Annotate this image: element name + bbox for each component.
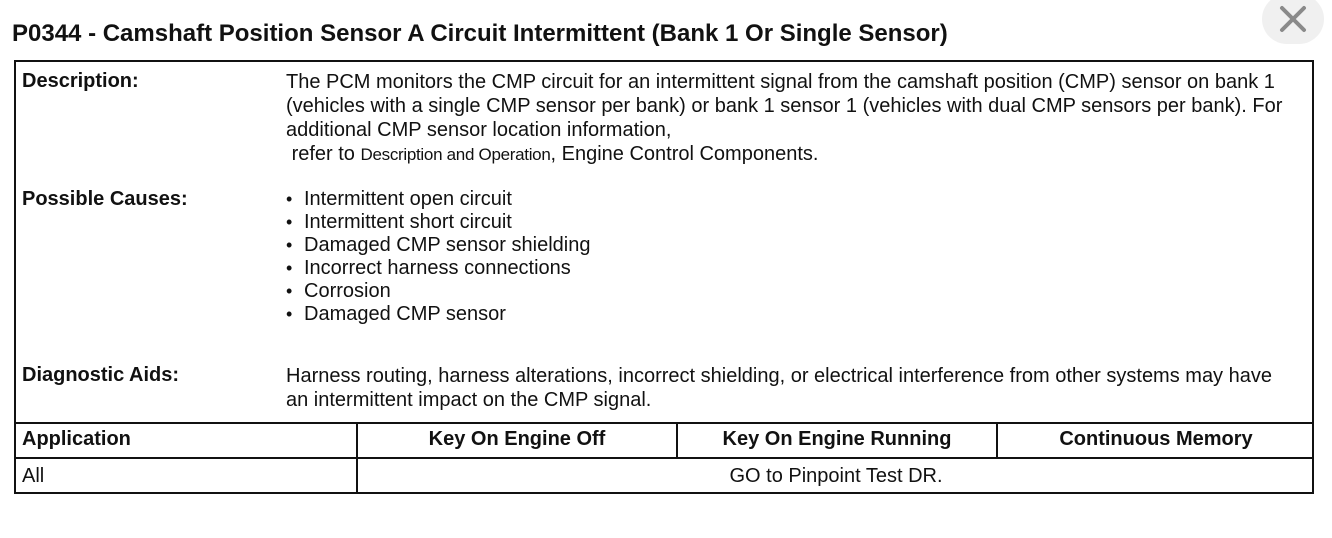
diagnostic-aids-label: Diagnostic Aids:: [22, 364, 180, 386]
list-item: • Intermittent short circuit: [286, 211, 512, 233]
table-top-divider: [16, 422, 1312, 424]
description-refer-prefix: refer to: [291, 143, 361, 165]
close-button[interactable]: [1262, 0, 1324, 44]
list-item: • Damaged CMP sensor: [286, 303, 506, 325]
description-main-text: The PCM monitors the CMP circuit for an intermittent signal from the camshaft position (CMP) sensor on bank 1 (vehicles with a single CMP sensor per bank) or bank 1 sensor 1 (vehicles with dual CMP sensors per bank). For additional CMP sensor location information,: [286, 71, 1283, 141]
table-cell-application: All: [22, 465, 45, 487]
description-text: [286, 70, 1296, 167]
table-header-continuous-memory: Continuous Memory: [1059, 428, 1253, 450]
table-header-divider: [16, 457, 1312, 459]
list-item: • Intermittent open circuit: [286, 188, 512, 210]
list-item: • Corrosion: [286, 280, 391, 302]
page-title: P0344 - Camshaft Position Sensor A Circuit Intermittent (Bank 1 Or Single Sensor): [12, 20, 948, 47]
close-icon: [1278, 4, 1308, 34]
possible-causes-list: [286, 188, 1296, 326]
table-header-koeo: Key On Engine Off: [428, 428, 606, 450]
description-operation-link[interactable]: Description and Operation: [360, 145, 551, 164]
dtc-info-table: [14, 60, 1314, 494]
possible-causes-label: Possible Causes:: [22, 188, 188, 210]
list-item: • Incorrect harness connections: [286, 257, 571, 279]
table-header-koer: Key On Engine Running: [722, 428, 952, 450]
pinpoint-test-link[interactable]: GO to Pinpoint Test DR.: [729, 465, 943, 487]
list-item: • Damaged CMP sensor shielding: [286, 234, 591, 256]
description-label: Description:: [22, 70, 139, 92]
description-refer-suffix: , Engine Control Components.: [550, 143, 819, 165]
diagnostic-aids-text: Harness routing, harness alterations, incorrect shielding, or electrical interference from other systems may have an intermittent impact on the CMP signal.: [286, 365, 1272, 411]
table-header-application: Application: [22, 428, 131, 450]
